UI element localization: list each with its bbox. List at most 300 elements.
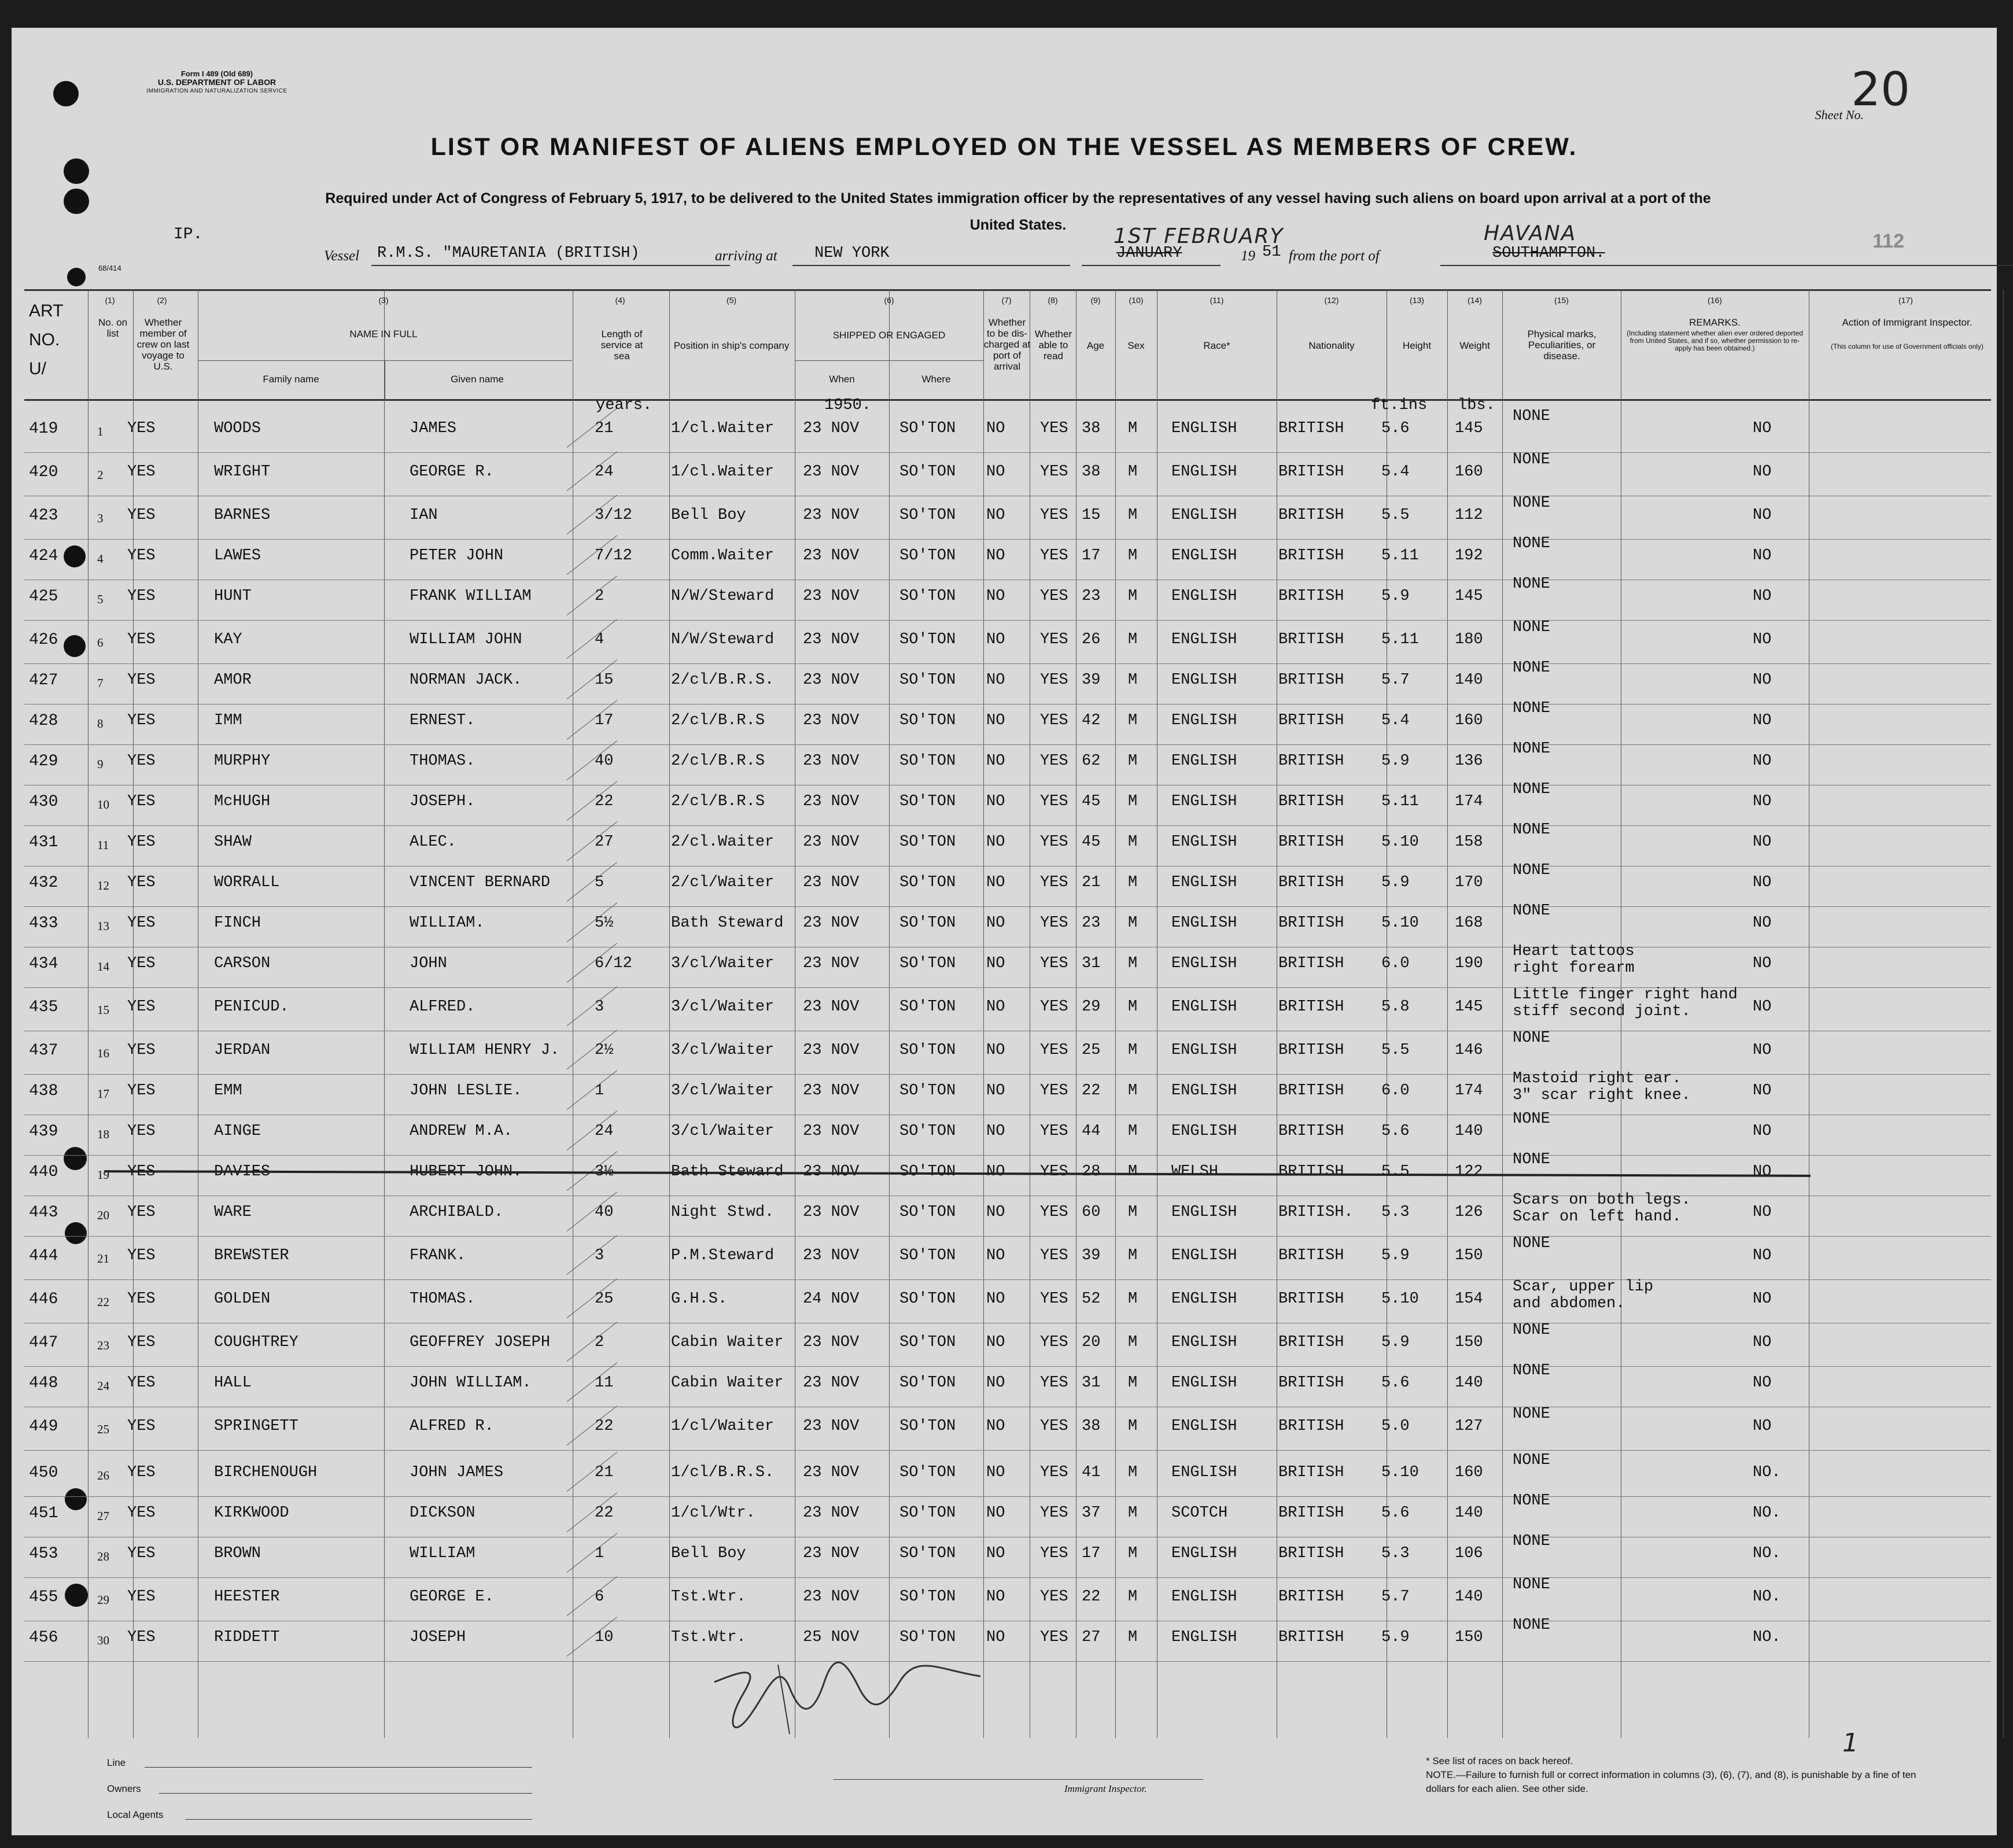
remarks: NO [1753,507,1772,524]
nationality: BRITISH [1278,753,1344,770]
table-row [12,1111,1997,1159]
previous-voyage: YES [127,1464,156,1481]
physical-marks: NONE [1513,740,1550,758]
able-to-read: YES [1040,1247,1068,1264]
able-to-read: YES [1040,998,1068,1016]
col3-number: (3) [378,296,389,305]
height: 5.7 [1381,672,1410,689]
shipped-where: SO'TON [899,631,956,648]
previous-voyage: YES [127,712,156,729]
weight: 140 [1455,1588,1483,1606]
shipped-when: 23 NOV [803,1204,860,1221]
length-of-service: 7/12 [595,547,632,565]
table-row [12,700,1997,748]
race: ENGLISH [1171,874,1237,891]
age: 23 [1082,588,1101,605]
previous-voyage: YES [127,833,156,851]
race: ENGLISH [1171,420,1237,437]
col8-header: Whether able to read [1034,329,1072,362]
sheet-number-value: 20 [1851,62,1910,116]
remarks: NO [1753,1042,1772,1059]
physical-marks: NONE [1513,1406,1550,1423]
art-number: 429 [29,753,58,770]
height: 5.11 [1381,631,1419,648]
art-number: 430 [29,793,58,811]
age: 37 [1082,1504,1101,1522]
position: 1/cl/Waiter [671,1418,775,1435]
given-name: NORMAN JACK. [410,672,522,689]
nationality: BRITISH [1278,793,1344,810]
remarks: NO [1753,874,1772,891]
arriving-port: NEW YORK [814,245,890,262]
col1-number: (1) [105,296,115,305]
weight: 160 [1455,463,1483,481]
weight: 150 [1455,1247,1483,1264]
race: ENGLISH [1171,631,1237,648]
length-of-service: 1 [595,1082,604,1100]
age: 15 [1082,507,1101,524]
remarks: NO. [1753,1504,1781,1522]
given-name: VINCENT BERNARD [410,874,551,891]
previous-voyage: YES [127,1204,156,1221]
shipped-when: 23 NOV [803,793,860,810]
sex: M [1128,1545,1138,1562]
physical-marks: Scars on both legs. Scar on left hand. [1513,1192,1691,1226]
sex: M [1128,1204,1138,1221]
previous-voyage: YES [127,1163,156,1181]
local-agents-label: Local Agents [107,1809,164,1820]
length-of-service: 3 [595,1247,604,1264]
length-of-service: 5 [595,874,604,891]
family-name: RIDDETT [214,1629,280,1646]
position: 3/cl/Waiter [671,1042,775,1059]
previous-voyage: YES [127,420,156,437]
age: 41 [1082,1464,1101,1481]
given-name: HUBERT JOHN. [410,1163,522,1181]
list-number: 26 [97,1469,109,1482]
family-name: WRIGHT [214,463,271,481]
physical-marks: NONE [1513,1151,1550,1168]
race: ENGLISH [1171,1418,1237,1435]
position: G.H.S. [671,1290,728,1308]
race: WELSH [1171,1163,1219,1181]
height: 5.7 [1381,1588,1410,1606]
length-of-service: 40 [595,1204,614,1221]
length-of-service: 1 [595,1545,604,1562]
sex: M [1128,1042,1138,1059]
length-of-service: 40 [595,753,614,770]
length-of-service: 3 [595,998,604,1016]
nationality: BRITISH [1278,1374,1344,1392]
col3a-header: Family name [263,374,319,385]
list-number: 23 [97,1338,109,1352]
weight: 154 [1455,1290,1483,1308]
given-name: DICKSON [410,1504,475,1522]
col17-header: Action of Immigrant Inspector. [1842,317,1973,328]
sex: M [1128,463,1138,481]
table-row [12,740,1997,788]
arrival-date-handwritten: 1ST FEBRUARY [1114,224,1284,248]
art-number: 440 [29,1163,58,1181]
position: Cabin Waiter [671,1334,784,1351]
family-name: BARNES [214,507,271,524]
position: Bath Steward [671,1163,784,1181]
discharged-flag: NO [986,712,1005,729]
table-row [12,781,1997,829]
age: 31 [1082,955,1101,972]
previous-voyage: YES [127,1545,156,1562]
discharged-flag: NO [986,1629,1005,1646]
shipped-where: SO'TON [899,753,956,770]
nationality: BRITISH [1278,1042,1344,1059]
shipped-when: 25 NOV [803,1629,860,1646]
discharged-flag: NO [986,1374,1005,1392]
shipped-where: SO'TON [899,998,956,1016]
physical-marks: NONE [1513,1492,1550,1510]
race: ENGLISH [1171,1334,1237,1351]
nationality: BRITISH [1278,1588,1344,1606]
col4-header: Length of service at sea [600,329,643,362]
weight: 174 [1455,793,1483,810]
height: 5.3 [1381,1204,1410,1221]
family-name: McHUGH [214,793,271,810]
family-name: LAWES [214,547,261,565]
service-unit: years. [596,397,652,414]
discharged-flag: NO [986,833,1005,851]
weight: 160 [1455,712,1483,729]
discharged-flag: NO [986,998,1005,1016]
remarks: NO [1753,1163,1772,1181]
col10-number: (10) [1129,296,1144,305]
nationality: BRITISH [1278,955,1344,972]
able-to-read: YES [1040,833,1068,851]
given-name: JOHN WILLIAM. [410,1374,532,1392]
shipped-where: SO'TON [899,420,956,437]
art-number: 456 [29,1629,58,1647]
list-number: 30 [97,1633,109,1647]
race: ENGLISH [1171,1629,1237,1646]
fine-note: NOTE.—Failure to furnish full or correct information in columns (3), (6), (7), and (8), is punishable by a fine of ten dollars for each alien. See other side. [1426,1769,1916,1794]
previous-voyage: YES [127,914,156,932]
col1-header: No. on list [98,317,128,339]
shipped-when: 24 NOV [803,1290,860,1308]
physical-marks: NONE [1513,408,1550,425]
art-number: 433 [29,914,58,932]
remarks: NO [1753,1204,1772,1221]
physical-marks: NONE [1513,619,1550,636]
sex: M [1128,793,1138,810]
age: 52 [1082,1290,1101,1308]
position: N/W/Steward [671,631,775,648]
race: ENGLISH [1171,547,1237,565]
year-suffix: 51 [1262,244,1281,261]
race: ENGLISH [1171,833,1237,851]
art-number: 450 [29,1464,58,1482]
sex: M [1128,1504,1138,1522]
list-number: 15 [97,1003,109,1017]
nationality: BRITISH [1278,547,1344,565]
sex: M [1128,1163,1138,1181]
page-number-stamp: 112 [1872,230,1904,252]
weight: 170 [1455,874,1483,891]
height: 5.9 [1381,1629,1410,1646]
table-row [12,1406,1997,1454]
race: ENGLISH [1171,914,1237,932]
table-row [12,1192,1997,1240]
sex: M [1128,753,1138,770]
weight: 126 [1455,1204,1483,1221]
age: 21 [1082,874,1101,891]
length-of-service: 15 [595,672,614,689]
able-to-read: YES [1040,547,1068,565]
shipped-when: 23 NOV [803,1374,860,1392]
nationality: BRITISH [1278,1247,1344,1264]
family-name: AMOR [214,672,252,689]
shipped-where: SO'TON [899,1334,956,1351]
nationality: BRITISH [1278,1290,1344,1308]
height: 5.6 [1381,1123,1410,1140]
weight: 190 [1455,955,1483,972]
department-name: U.S. DEPARTMENT OF LABOR [157,78,276,87]
sex: M [1128,1123,1138,1140]
given-name: GEORGE E. [410,1588,494,1606]
sex: M [1128,507,1138,524]
race: ENGLISH [1171,753,1237,770]
remarks: NO [1753,631,1772,648]
shipped-when: 23 NOV [803,874,860,891]
nationality: BRITISH [1278,1545,1344,1562]
discharged-flag: NO [986,420,1005,437]
col12-header: Nationality [1308,340,1355,351]
col13-number: (13) [1410,296,1424,305]
owners-label: Owners [107,1783,141,1794]
shipped-where: SO'TON [899,793,956,810]
position: 2/cl/Waiter [671,874,775,891]
length-of-service: 24 [595,463,614,481]
previous-voyage: YES [127,1082,156,1100]
discharged-flag: NO [986,631,1005,648]
height: 5.9 [1381,1334,1410,1351]
height: 5.6 [1381,1374,1410,1392]
position: Tst.Wtr. [671,1629,746,1646]
height: 5.4 [1381,712,1410,729]
shipped-where: SO'TON [899,1082,956,1100]
shipped-where: SO'TON [899,1247,956,1264]
family-name: BROWN [214,1545,261,1562]
previous-voyage: YES [127,1418,156,1435]
remarks: NO [1753,955,1772,972]
given-name: WILLIAM JOHN [410,631,522,648]
family-name: WARE [214,1204,252,1221]
table-row [12,902,1997,950]
list-number: 27 [97,1509,109,1523]
able-to-read: YES [1040,1082,1068,1100]
family-name: WOODS [214,420,261,437]
height-unit: ft.ins [1371,397,1428,414]
col15-number: (15) [1554,296,1569,305]
given-name: JOHN JAMES [410,1464,504,1481]
able-to-read: YES [1040,955,1068,972]
table-row [12,1533,1997,1581]
inspector-label: Immigrant Inspector. [1064,1783,1147,1794]
sex: M [1128,547,1138,565]
list-number: 25 [97,1422,109,1436]
table-row [12,1030,1997,1078]
able-to-read: YES [1040,1545,1068,1562]
age: 38 [1082,463,1101,481]
physical-marks: NONE [1513,821,1550,839]
physical-marks: NONE [1513,1322,1550,1339]
art-number: 423 [29,507,58,525]
discharged-flag: NO [986,793,1005,810]
weight-unit: lbs. [1458,397,1495,414]
family-name: AINGE [214,1123,261,1140]
shipped-where: SO'TON [899,1290,956,1308]
length-of-service: 21 [595,420,614,437]
age: 42 [1082,712,1101,729]
given-name: ARCHIBALD. [410,1204,504,1221]
remarks: NO [1753,998,1772,1016]
discharged-flag: NO [986,1504,1005,1522]
list-number: 14 [97,960,109,973]
previous-voyage: YES [127,1123,156,1140]
remarks: NO [1753,1334,1772,1351]
weight: 112 [1455,507,1483,524]
col15-header: Physical marks, Peculiarities, or disease. [1527,329,1597,362]
length-of-service: 21 [595,1464,614,1481]
remarks: NO. [1753,1588,1781,1606]
from-port-handwritten: HAVANA [1484,222,1577,245]
family-name: HUNT [214,588,252,605]
family-name: CARSON [214,955,271,972]
remarks: NO [1753,833,1772,851]
height: 6.0 [1381,955,1410,972]
col16-number: (16) [1708,296,1722,305]
list-number: 17 [97,1087,109,1101]
able-to-read: YES [1040,1629,1068,1646]
sex: M [1128,672,1138,689]
discharged-flag: NO [986,672,1005,689]
age: 27 [1082,1629,1101,1646]
shipped-when: 23 NOV [803,1247,860,1264]
race: ENGLISH [1171,588,1237,605]
shipped-where: SO'TON [899,1163,956,1181]
nationality: BRITISH [1278,1418,1344,1435]
shipped-when: 23 NOV [803,914,860,932]
position: 3/cl/Waiter [671,955,775,972]
manifest-page [12,28,1997,1835]
able-to-read: YES [1040,1374,1068,1392]
list-number: 8 [97,717,104,731]
col2-number: (2) [157,296,167,305]
nationality: BRITISH [1278,998,1344,1016]
list-number: 29 [97,1593,109,1607]
table-row [12,495,1997,543]
discharged-flag: NO [986,463,1005,481]
height: 5.0 [1381,1418,1410,1435]
length-of-service: 6/12 [595,955,632,972]
position: 1/cl/Wtr. [671,1504,755,1522]
list-number: 12 [97,879,109,892]
given-name: ERNEST. [410,712,475,729]
shipped-when: 23 NOV [803,1464,860,1481]
age: 39 [1082,672,1101,689]
physical-marks: Heart tattoos right forearm [1513,943,1635,977]
previous-voyage: YES [127,1247,156,1264]
shipped-where: SO'TON [899,1504,956,1522]
vessel-name: R.M.S. "MAURETANIA (BRITISH) [377,245,640,262]
able-to-read: YES [1040,793,1068,810]
from-port-typed: SOUTHAMPTON. [1492,245,1605,262]
age: 17 [1082,547,1101,565]
given-name: IAN [410,507,438,524]
shipped-when: 23 NOV [803,507,860,524]
physical-marks: NONE [1513,1617,1550,1634]
remarks: NO [1753,793,1772,810]
page-title: LIST OR MANIFEST OF ALIENS EMPLOYED ON THE VESSEL AS MEMBERS OF CREW. [430,133,1578,161]
shipped-where: SO'TON [899,833,956,851]
race: ENGLISH [1171,1042,1237,1059]
table-row [12,576,1997,624]
previous-voyage: YES [127,955,156,972]
art-number: 446 [29,1290,58,1308]
col3-header: NAME IN FULL [349,329,418,340]
shipped-where: SO'TON [899,914,956,932]
height: 5.9 [1381,588,1410,605]
position: 2/cl/B.R.S. [671,672,775,689]
previous-voyage: YES [127,753,156,770]
table-row [12,1492,1997,1540]
sex: M [1128,588,1138,605]
previous-voyage: YES [127,1504,156,1522]
form-number: Form I 489 (Old 689) [180,69,253,78]
previous-voyage: YES [127,874,156,891]
discharged-flag: NO [986,1163,1005,1181]
art-number: 438 [29,1082,58,1100]
table-row [12,1151,1997,1199]
art-number: 432 [29,874,58,892]
remarks: NO [1753,712,1772,729]
length-of-service: 3/12 [595,507,632,524]
physical-marks: NONE [1513,1235,1550,1252]
remarks: NO [1753,547,1772,565]
physical-marks: NONE [1513,1111,1550,1128]
sex: M [1128,1290,1138,1308]
height: 5.6 [1381,1504,1410,1522]
shipped-when: 23 NOV [803,1588,860,1606]
previous-voyage: YES [127,793,156,810]
sex: M [1128,1374,1138,1392]
length-of-service: 22 [595,1418,614,1435]
list-number: 22 [97,1295,109,1309]
given-name: WILLIAM HENRY J. [410,1042,560,1059]
remarks: NO [1753,753,1772,770]
weight: 150 [1455,1629,1483,1646]
nationality: BRITISH [1278,672,1344,689]
shipped-when: 23 NOV [803,547,860,565]
arriving-label: arriving at [715,248,777,264]
list-number: 21 [97,1252,109,1266]
discharged-flag: NO [986,547,1005,565]
given-name: ALEC. [410,833,457,851]
remarks: NO [1753,1290,1772,1308]
list-number: 18 [97,1127,109,1141]
year-prefix: 19 [1241,248,1255,264]
art-number: 453 [29,1545,58,1563]
nationality: BRITISH [1278,914,1344,932]
previous-voyage: YES [127,1334,156,1351]
shipped-when: 23 NOV [803,753,860,770]
